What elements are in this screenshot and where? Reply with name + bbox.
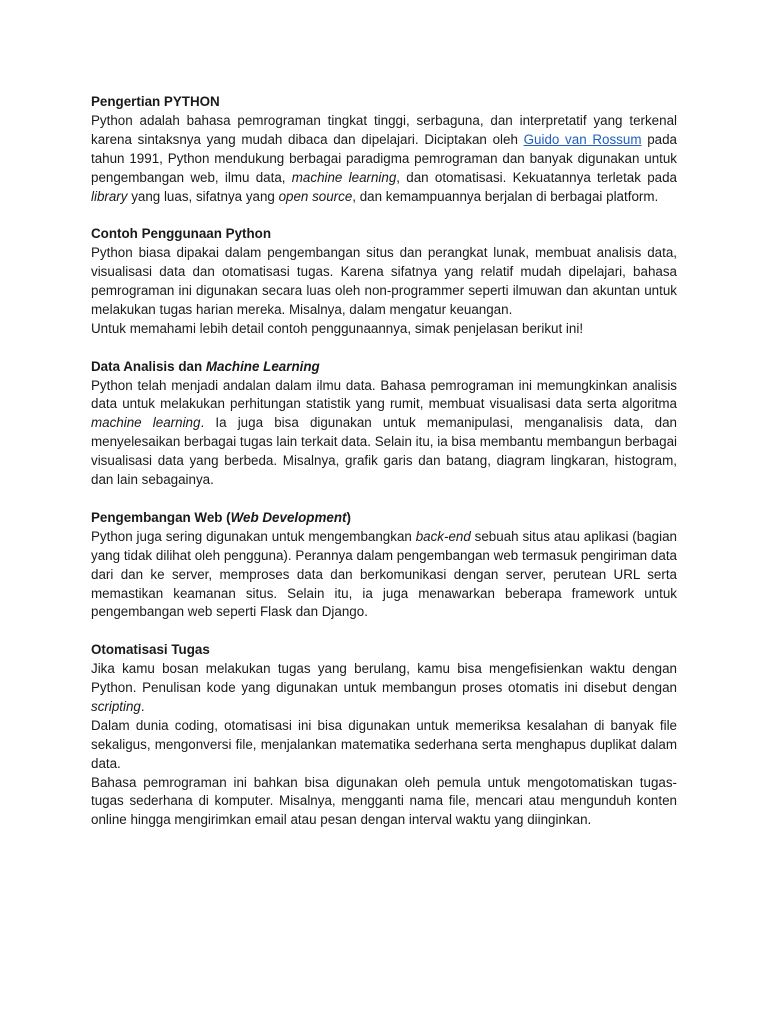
paragraph [91, 112, 677, 207]
text-run: ) [346, 509, 351, 525]
text-run: , dan otomatisasi. Kekuatannya terletak pada [396, 169, 678, 185]
italic-term: machine learning [291, 169, 397, 185]
text-run: , dan kemampuannya berjalan di berbagai platform. [352, 188, 659, 204]
text-run: sebuah situs atau aplikasi (bagian yang tidak dilihat oleh pengguna). Perannya dalam pengembangan web termasuk pengiriman data dari dan ke server, memproses data dan berkomunikasi dengan server, perutean URL serta memastikan keamanan situs. Selain itu, ia juga menawarkan beberapa framework untuk pengembangan web seperti Flask dan Django. [91, 528, 677, 620]
section [91, 225, 677, 338]
document-page [91, 93, 677, 849]
paragraph [91, 377, 677, 490]
italic-term: Machine Learning [205, 358, 320, 374]
paragraph [91, 774, 677, 831]
section-heading: Otomatisasi Tugas [91, 642, 210, 658]
text-run: Dalam dunia coding, otomatisasi ini bisa digunakan untuk memeriksa kesalahan di banyak file sekaligus, mengonversi file, menjalankan matematika sederhana serta menghapus duplikat dalam data. [91, 717, 677, 771]
section-heading [91, 509, 677, 528]
section [91, 509, 677, 622]
text-run: . [140, 698, 145, 714]
section-heading [91, 358, 677, 377]
section-heading: Contoh Penggunaan Python [91, 226, 272, 242]
paragraph [91, 660, 677, 717]
text-run: Pengembangan Web ( [91, 509, 231, 525]
italic-term: library [91, 188, 128, 204]
text-run: . Ia juga bisa digunakan untuk memanipulasi, menganalisis data, dan menyelesaikan berbagai tugas lain terkait data. Selain itu, ia bisa membantu membangun berbagai visualisasi data yang berbeda. Misalnya, grafik garis dan batang, diagram lingkaran, histogram, dan lain sebagainya. [91, 415, 678, 488]
text-run: Python juga sering digunakan untuk mengembangkan [91, 528, 416, 544]
text-run: Python biasa dipakai dalam pengembangan situs dan perangkat lunak, membuat analisis data, visualisasi data dan otomatisasi tugas. Karena sifatnya yang relatif mudah dipelajari, bahasa pemrograman ini digunakan secara luas oleh non-programmer seperti ilmuwan dan akuntan untuk melakukan tugas harian mereka. Misalnya, dalam mengatur keuangan. [91, 245, 677, 317]
text-run: Bahasa pemrograman ini bahkan bisa digunakan oleh pemula untuk mengotomatiskan tugas-tugas sederhana di komputer. Misalnya, mengganti nama file, mencari atau mengunduh konten online hingga mengirimkan email atau pesan dengan interval waktu yang diinginkan. [91, 774, 677, 828]
italic-term: open source [278, 188, 353, 204]
text-run: Jika kamu bosan melakukan tugas yang berulang, kamu bisa mengefisienkan waktu dengan Python. Penulisan kode yang digunakan untuk membangun proses otomatis ini disebut dengan [91, 661, 677, 696]
text-run: Untuk memahami lebih detail contoh penggunaannya, simak penjelasan berikut ini! [91, 320, 584, 336]
text-run: yang luas, sifatnya yang [127, 188, 279, 204]
text-run: Python adalah bahasa pemrograman tingkat tinggi, serbaguna, dan interpretatif yang terkenal karena sintaksnya yang mudah dibaca dan dipelajari. Diciptakan oleh [91, 112, 677, 147]
italic-term: back-end [415, 528, 471, 544]
section-heading: Pengertian PYTHON [91, 94, 220, 109]
italic-term: Web Development [230, 509, 347, 525]
text-run: Python telah menjadi andalan dalam ilmu data. Bahasa pemrograman ini memungkinkan analisis data untuk melakukan perhitungan statistik yang rumit, membuat visualisasi data serta algoritma [91, 377, 677, 412]
italic-term: machine learning [91, 415, 201, 431]
text-run: Data Analisis dan [91, 358, 206, 374]
paragraph [91, 528, 677, 623]
text-run: pada tahun 1991, Python mendukung berbagai paradigma pemrograman dan banyak digunakan untuk pengembangan web, ilmu data, [91, 131, 677, 185]
italic-term: scripting [91, 698, 141, 714]
section [91, 93, 677, 206]
paragraph [91, 717, 677, 774]
paragraph [91, 320, 677, 339]
section [91, 641, 677, 830]
author-link[interactable]: Guido van Rossum [523, 131, 642, 147]
paragraph [91, 244, 677, 320]
section [91, 358, 677, 490]
